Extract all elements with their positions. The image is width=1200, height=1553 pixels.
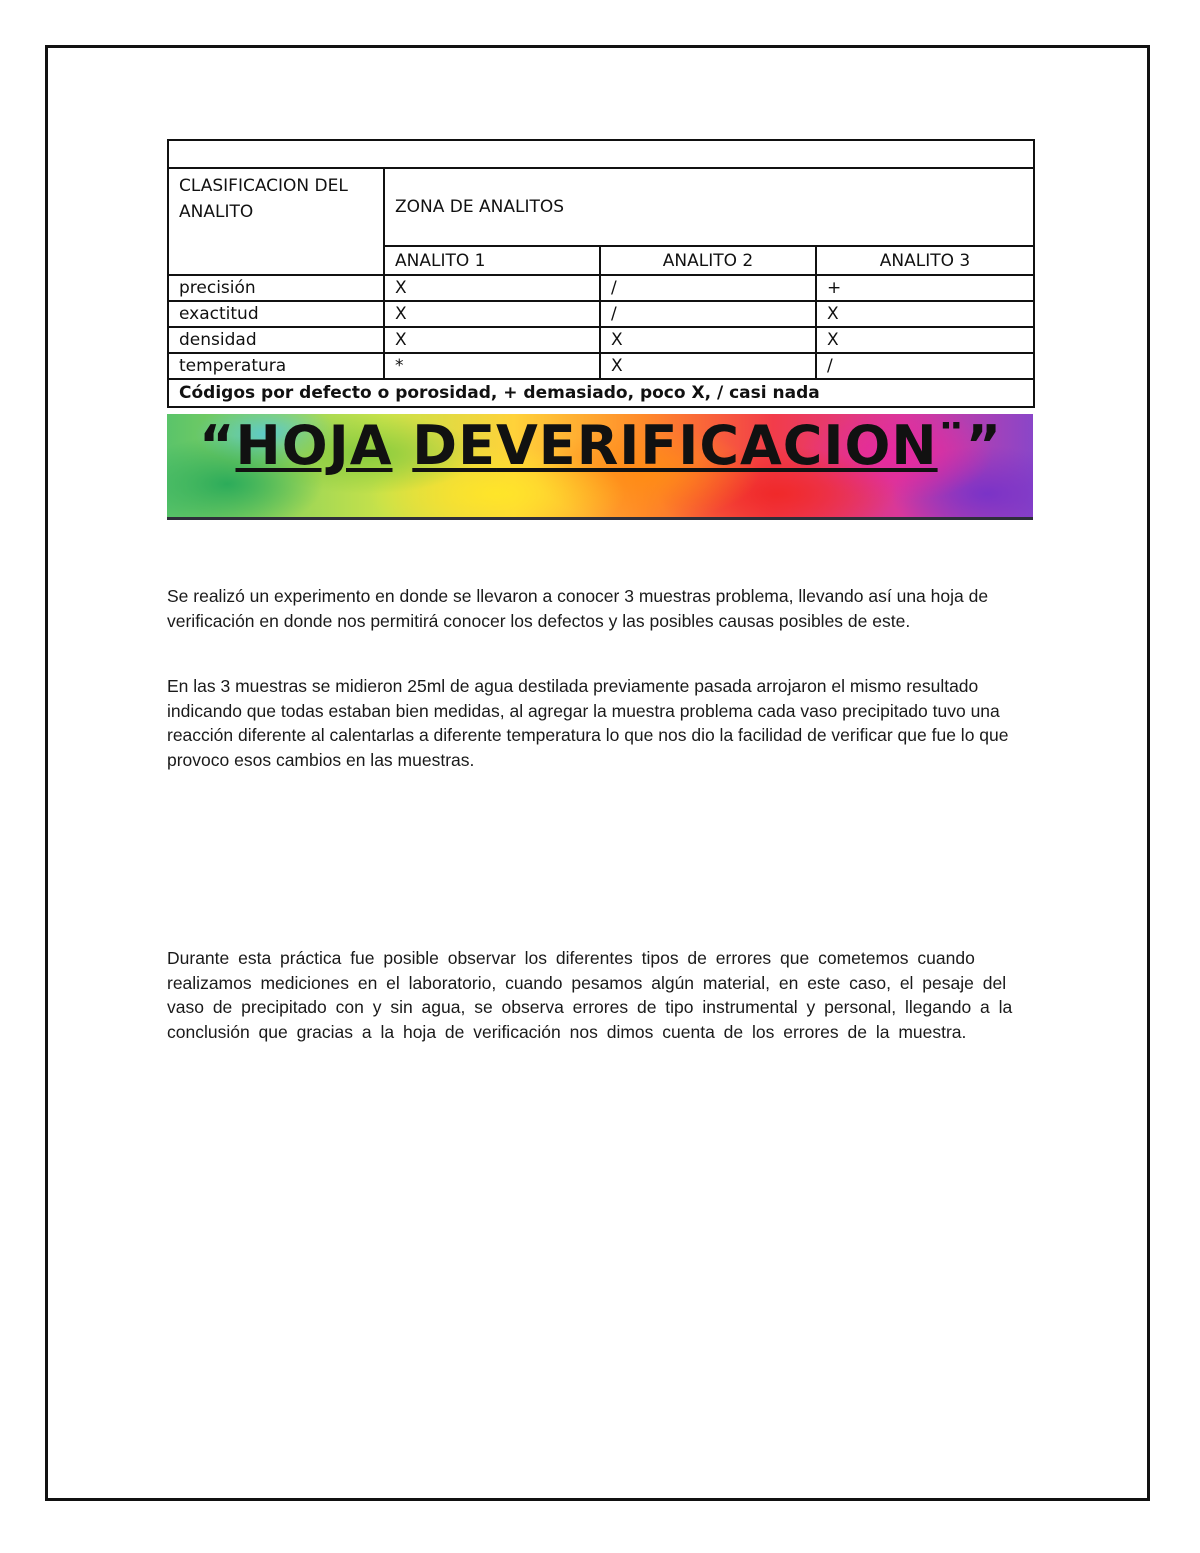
cell-value: +: [816, 275, 1034, 301]
open-quote: “: [199, 414, 236, 477]
cell-value: X: [384, 275, 600, 301]
cell-value: X: [384, 327, 600, 353]
codes-row: [168, 379, 1034, 407]
codes-legend: Códigos por defecto o porosidad, + demasiado, poco X, / casi nada: [168, 379, 1034, 407]
close-quote: ¨”: [937, 414, 1003, 477]
paragraph-intro: Se realizó un experimento en donde se llevaron a conocer 3 muestras problema, llevando así una hoja de verificación en donde nos permitirá conocer los defectos y las posibles causas posibles de este.: [167, 586, 989, 631]
cell-value: X: [600, 353, 816, 379]
table-row: [168, 353, 1034, 379]
cell-value: X: [816, 327, 1034, 353]
column-analito-1: ANALITO 1: [384, 246, 600, 275]
row-label: densidad: [168, 327, 384, 353]
row-label: temperatura: [168, 353, 384, 379]
title-word-de: DE: [412, 414, 497, 477]
cell-value: X: [600, 327, 816, 353]
column-analito-2: ANALITO 2: [600, 246, 816, 275]
table-row: [168, 327, 1034, 353]
cell-value: /: [600, 275, 816, 301]
row-label: exactitud: [168, 301, 384, 327]
cell-value: /: [816, 353, 1034, 379]
cell-value: X: [384, 301, 600, 327]
paragraph-samples: En las 3 muestras se midieron 25ml de agua destilada previamente pasada arrojaron el mismo resultado indicando que todas estaban bien medidas, al agregar la muestra problema cada vaso precipitado tuvo una reacción diferente al calentarlas a diferente temperatura lo que nos dio la facilidad de verificar que fue lo que provoco esos cambios en las muestras.: [167, 676, 1009, 770]
table-header-row: [168, 168, 1034, 246]
row-label: precisión: [168, 275, 384, 301]
cell-value: *: [384, 353, 600, 379]
title-word-verificacion: VERIFICACION: [496, 414, 938, 477]
title-word-hoja: HOJA: [235, 414, 393, 477]
paragraph-conclusion: Durante esta práctica fue posible observar los diferentes tipos de errores que cometemos cuando realizamos mediciones en el laboratorio, cuando pesamos algún material, en este caso, el pesaje del vaso de precipitado con y sin agua, se observa errores de tipo instrumental y personal, llegando a la conclusión que gracias a la hoja de verificación nos dimos cuenta de los errores de la muestra.: [167, 948, 1013, 1042]
banner-title: [199, 416, 1002, 476]
column-analito-3: ANALITO 3: [816, 246, 1034, 275]
cell-value: X: [816, 301, 1034, 327]
verification-table: [167, 139, 1035, 408]
cell-value: /: [600, 301, 816, 327]
classification-header: CLASIFICACION DEL ANALITO: [168, 168, 384, 275]
table-row: [168, 301, 1034, 327]
title-banner: [167, 414, 1033, 520]
zone-header: ZONA DE ANALITOS: [384, 168, 1034, 246]
table-empty-row: [168, 140, 1034, 168]
table-row: [168, 275, 1034, 301]
